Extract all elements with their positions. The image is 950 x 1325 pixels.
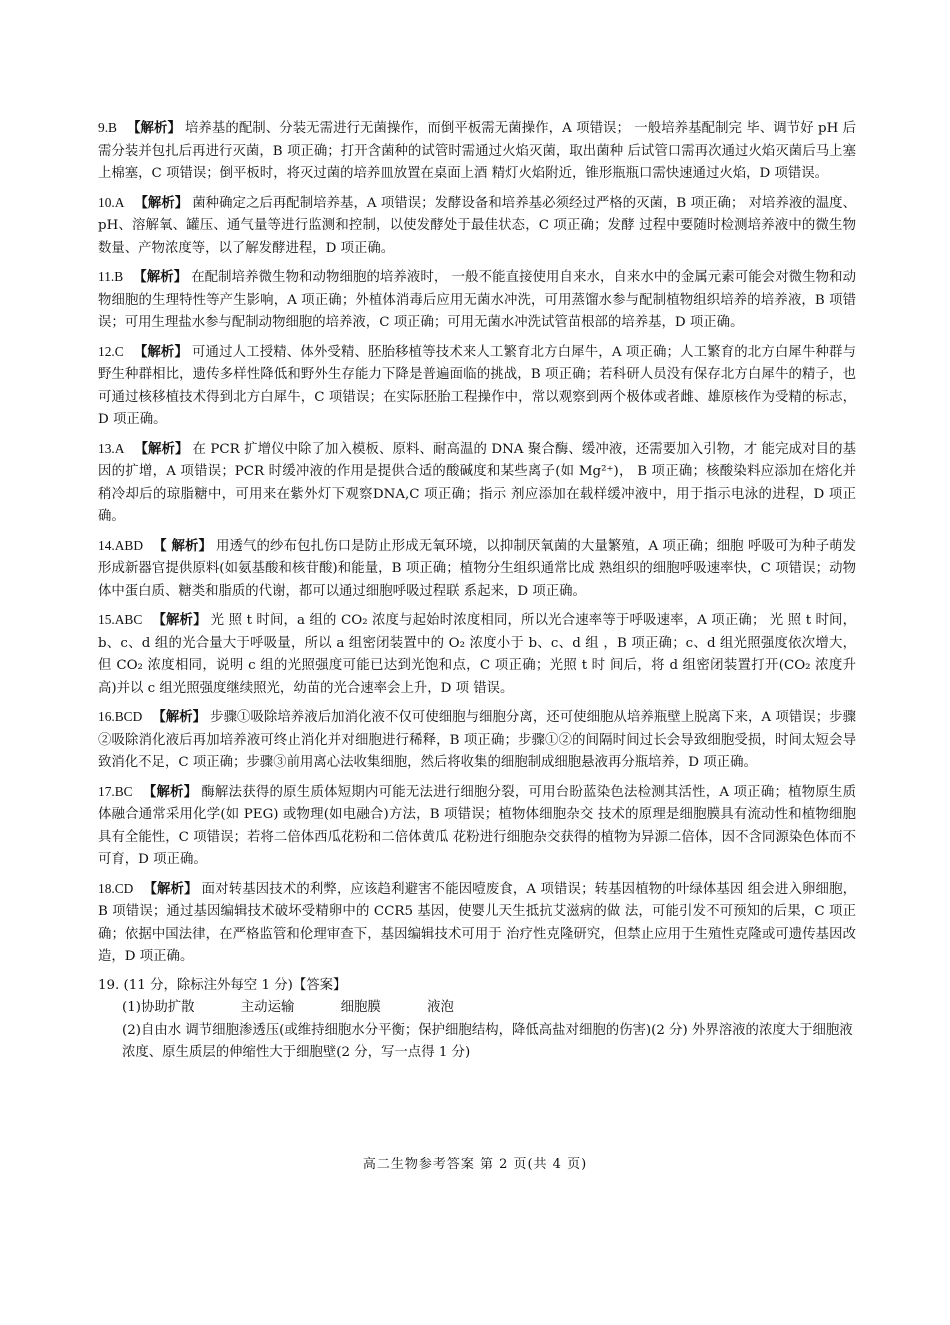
item-number: 9.B <box>98 120 117 135</box>
answer-item-9 <box>98 117 856 186</box>
q19-answer: (1)协助扩散 <box>122 1000 195 1015</box>
q19-line-1 <box>98 997 856 1020</box>
analysis-tag: 【解析】 <box>126 120 181 136</box>
analysis-text: 在 PCR 扩增仪中除了加入模板、原料、耐高温的 DNA 聚合酶、缓冲液，还需要加入引物，才 能完成对目的基因的扩增，A 项错误；PCR 时缓冲液的作用是提供合适的酸碱度和某些离子(如 Mg²⁺)， B 项正确；核酸染料应添加在熔化并稍冷却后的琼脂糖中，可用来在紫外灯下观察DNA,C 项正确；指示 剂应添加在载样缓冲液中，用于指示电泳的进程，D 项正确。 <box>98 441 856 524</box>
q19-answer: 液泡 <box>427 1000 454 1015</box>
analysis-text: 面对转基因技术的利弊，应该趋利避害不能因噎废食，A 项错误；转基因植物的叶绿体基因 组会进入卵细胞，B 项错误；通过基因编辑技术破坏受精卵中的 CCR5 基因，使婴儿天生抵抗艾滋病的做 法，可能引发不可预知的后果，C 项正确；依据中国法律，在严格监管和伦理审查下，基因编辑技术可用于 治疗性克隆研究，但禁止应用于生殖性克隆或可遗传基因改造，D 项正确。 <box>98 881 856 964</box>
analysis-text: 光 照 t 时间，a 组的 CO₂ 浓度与起始时浓度相同，所以光合速率等于呼吸速率，A 项正确； 光 照 t 时间，b、c、d 组的光合量大于呼吸量，所以 a 组密闭装置中的 O₂ 浓度小于 b、c、d 组 ，B 项正确；c、d 组光照强度依次增大，但 CO₂ 浓度相同，说明 c 组的光照强度可能已达到光饱和点，C 项正确；光照 t 时 间后，将 d 组密闭装置打开(CO₂ 浓度升高)并以 c 组光照强度继续照光，幼苗的光合速率会上升，D 项 错误。 <box>98 613 857 696</box>
q19-answer: 主动运输 <box>240 1000 295 1015</box>
analysis-text: 步骤①吸除培养液后加消化液不仅可使细胞与细胞分离，还可使细胞从培养瓶壁上脱离下来，A 项错误；步骤②吸除消化液后再加培养液可终止消化并对细胞进行稀释，B 项正确；步骤①②的间隔时间过长会导致细胞受损，时间太短会导致消化不足，C 项正确；步骤③前用离心法收集细胞，然后将收集的细胞制成细胞悬液再分瓶培养，D 项正确。 <box>98 710 856 770</box>
item-number: 15.ABC <box>98 612 143 627</box>
item-number: 10.A <box>98 194 125 210</box>
analysis-text: 在配制培养微生物和动物细胞的培养液时， 一般不能直接使用自来水，自来水中的金属元素可能会对微生物和动物细胞的生理特性等产生影响，A 项正确；外植体消毒后应用无菌水冲洗，可用蒸馏水参与配制植物组织培养的培养液，B 项错误；可用生理盐水参与配制动物细胞的培养液，C 项正确；可用无菌水冲洗试管苗根部的培养基，D 项正确。 <box>98 270 856 330</box>
answer-page <box>98 117 856 1065</box>
item-number: 16.BCD <box>98 709 143 724</box>
analysis-tag: 【解析】 <box>134 440 189 457</box>
answer-item-19 <box>98 975 856 1065</box>
item-number: 12.C <box>98 343 124 359</box>
analysis-text: 菌种确定之后再配制培养基，A 项错误；发酵设备和培养基必须经过严格的灭菌，B 项正确； 对培养液的温度、pH、溶解氧、罐压、通气量等进行监测和控制，以使发酵处于最佳状态，C 项正确；发酵 过程中要随时检测培养液中的微生物数量、产物浓度等，以了解发酵进程，D 项正确。 <box>98 195 857 256</box>
item-number: 18.CD <box>98 880 134 896</box>
answer-item-12 <box>98 341 856 432</box>
q19-header: 19. (11 分，除标注外每空 1 分)【答案】 <box>98 977 347 993</box>
analysis-tag: 【解析】 <box>134 194 189 211</box>
analysis-tag: 【 解析】 <box>153 537 212 554</box>
q19-line-2: (2)自由水 调节细胞渗透压(或维持细胞水分平衡；保护细胞结构，降低高盐对细胞的伤害)(2 分) 外界溶液的浓度大于细胞液浓度、原生质层的伸缩性大于细胞壁(2 分，写一点得 1 分) <box>122 1022 853 1060</box>
answer-item-18 <box>98 878 856 969</box>
analysis-tag: 【解析】 <box>142 783 198 800</box>
analysis-tag: 【解析】 <box>133 343 188 360</box>
q19-answer: 细胞膜 <box>340 1000 381 1015</box>
item-number: 11.B <box>98 269 124 284</box>
page-footer: 高二生物参考答案 第 2 页(共 4 页) <box>362 1157 588 1172</box>
answer-item-10 <box>98 192 856 261</box>
analysis-text: 用透气的纱布包扎伤口是防止形成无氧环境，以抑制厌氧菌的大量繁殖，A 项正确；细胞 呼吸可为种子萌发形成新器官提供原料(如氨基酸和核苷酸)和能量，B 项正确；植物分生组织通常比成 熟组织的细胞呼吸速率快，C 项错误；动物体中蛋白质、糖类和脂质的代谢，都可以通过细胞呼吸过程联 系起来，D 项正确。 <box>98 538 856 599</box>
analysis-text: 可通过人工授精、体外受精、胚胎移植等技术来人工繁育北方白犀牛，A 项正确；人工繁育的北方白犀牛种群与野生种群相比，遗传多样性降低和野外生存能力下降是普遍面临的挑战，B 项正确；若科研人员没有保存北方白犀牛的精子，也可通过核移植技术得到北方白犀牛，C 项错误；在实际胚胎工程操作中，常以观察到两个极体或者雌、雄原核作为受精的标志，D 项正确。 <box>98 344 856 427</box>
item-number: 17.BC <box>98 783 133 799</box>
item-number: 13.A <box>98 440 125 456</box>
answer-item-13 <box>98 438 856 529</box>
analysis-text: 酶解法获得的原生质体短期内可能无法进行细胞分裂，可用台盼蓝染色法检测其活性，A 项正确；植物原生质体融合通常采用化学(如 PEG) 或物理(如电融合)方法，B 项错误；植物体细胞杂交 技术的原理是细胞膜具有流动性和植物细胞具有全能性，C 项错误；若将二倍体西瓜花粉和二倍体黄瓜 花粉进行细胞杂交获得的植物为异源二倍体，因不含同源染色体而不可育，D 项正确。 <box>98 784 856 867</box>
answer-item-17 <box>98 781 856 872</box>
analysis-tag: 【解析】 <box>143 880 198 897</box>
item-number: 14.ABD <box>98 537 144 553</box>
answer-item-14 <box>98 535 856 604</box>
analysis-tag: 【解析】 <box>152 709 207 725</box>
analysis-tag: 【解析】 <box>133 269 188 285</box>
answer-item-15 <box>98 609 856 700</box>
analysis-tag: 【解析】 <box>152 612 207 628</box>
answer-item-11 <box>98 266 856 335</box>
analysis-text: 培养基的配制、分装无需进行无菌操作，而倒平板需无菌操作，A 项错误； 一般培养基配制完 毕、调节好 pH 后需分装并包扎后再进行灭菌，B 项正确；打开含菌种的试管时需通过火焰灭菌，取出菌种 后试管口需再次通过火焰灭菌后马上塞上棉塞，C 项错误；倒平板时，将灭过菌的培养皿放置在桌面上酒 精灯火焰附近，锥形瓶瓶口需快速通过火焰，D 项错误。 <box>98 121 857 181</box>
answer-item-16 <box>98 706 856 775</box>
